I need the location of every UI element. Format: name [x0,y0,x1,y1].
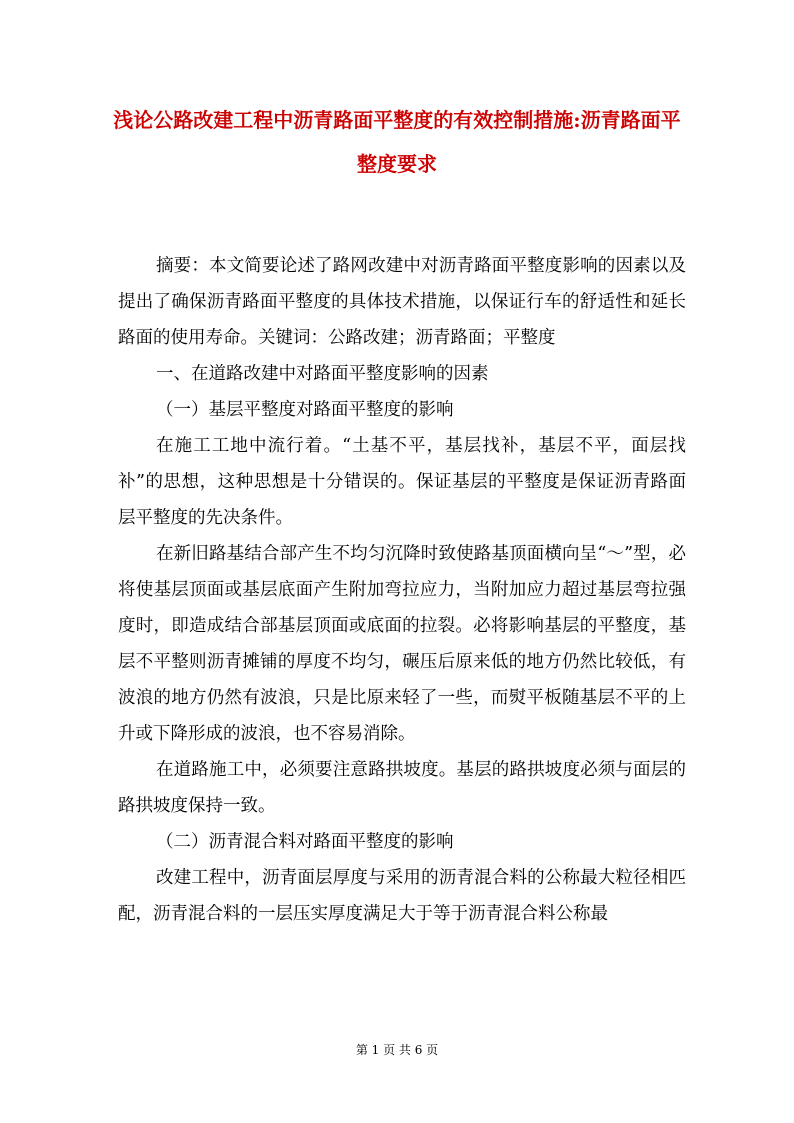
body-paragraph-4: 改建工程中，沥青面层厚度与采用的沥青混合料的公称最大粒径相匹配，沥青混合料的一层压实厚度满足大于等于沥青混合料公称最 [118,868,686,924]
page-footer [0,1041,794,1058]
body-paragraph-1: 在施工工地中流行着。“土基不平，基层找补，基层不平，面层找补”的思想，这种思想是十分错误的。保证基层的平整度是保证沥青路面层平整度的先决条件。 [118,436,686,528]
abstract-paragraph: 摘要：本文简要论述了路网改建中对沥青路面平整度影响的因素以及提出了确保沥青路面平整度的具体技术措施，以保证行车的舒适性和延长路面的使用寿命。关键词：公路改建；沥青路面；平整度 [118,256,686,348]
page-number: 第 1 页 共 6 页 [355,1043,439,1057]
body-paragraph-2: 在新旧路基结合部产生不均匀沉降时致使路基顶面横向呈“～”型，必将使基层顶面或基层底面产生附加弯拉应力，当附加应力超过基层弯拉强度时，即造成结合部基层顶面或底面的拉裂。必将影响基层的平整度，基层不平整则沥青摊铺的厚度不均匀，碾压后原来低的地方仍然比较低，有波浪的地方仍然有波浪，只是比原来轻了一些，而熨平板随基层不平的上升或下降形成的波浪，也不容易消除。 [118,544,686,744]
document-body [118,248,686,932]
subsection-heading-1: （一）基层平整度对路面平整度的影响 [156,400,454,420]
body-paragraph-3: 在道路施工中，必须要注意路拱坡度。基层的路拱坡度必须与面层的路拱坡度保持一致。 [118,760,686,816]
section-heading-1: 一、在道路改建中对路面平整度影响的因素 [156,364,489,384]
subsection-heading-2: （二）沥青混合料对路面平整度的影响 [156,832,454,852]
document-title: 浅论公路改建工程中沥青路面平整度的有效控制措施:沥青路面平整度要求 [113,108,681,176]
